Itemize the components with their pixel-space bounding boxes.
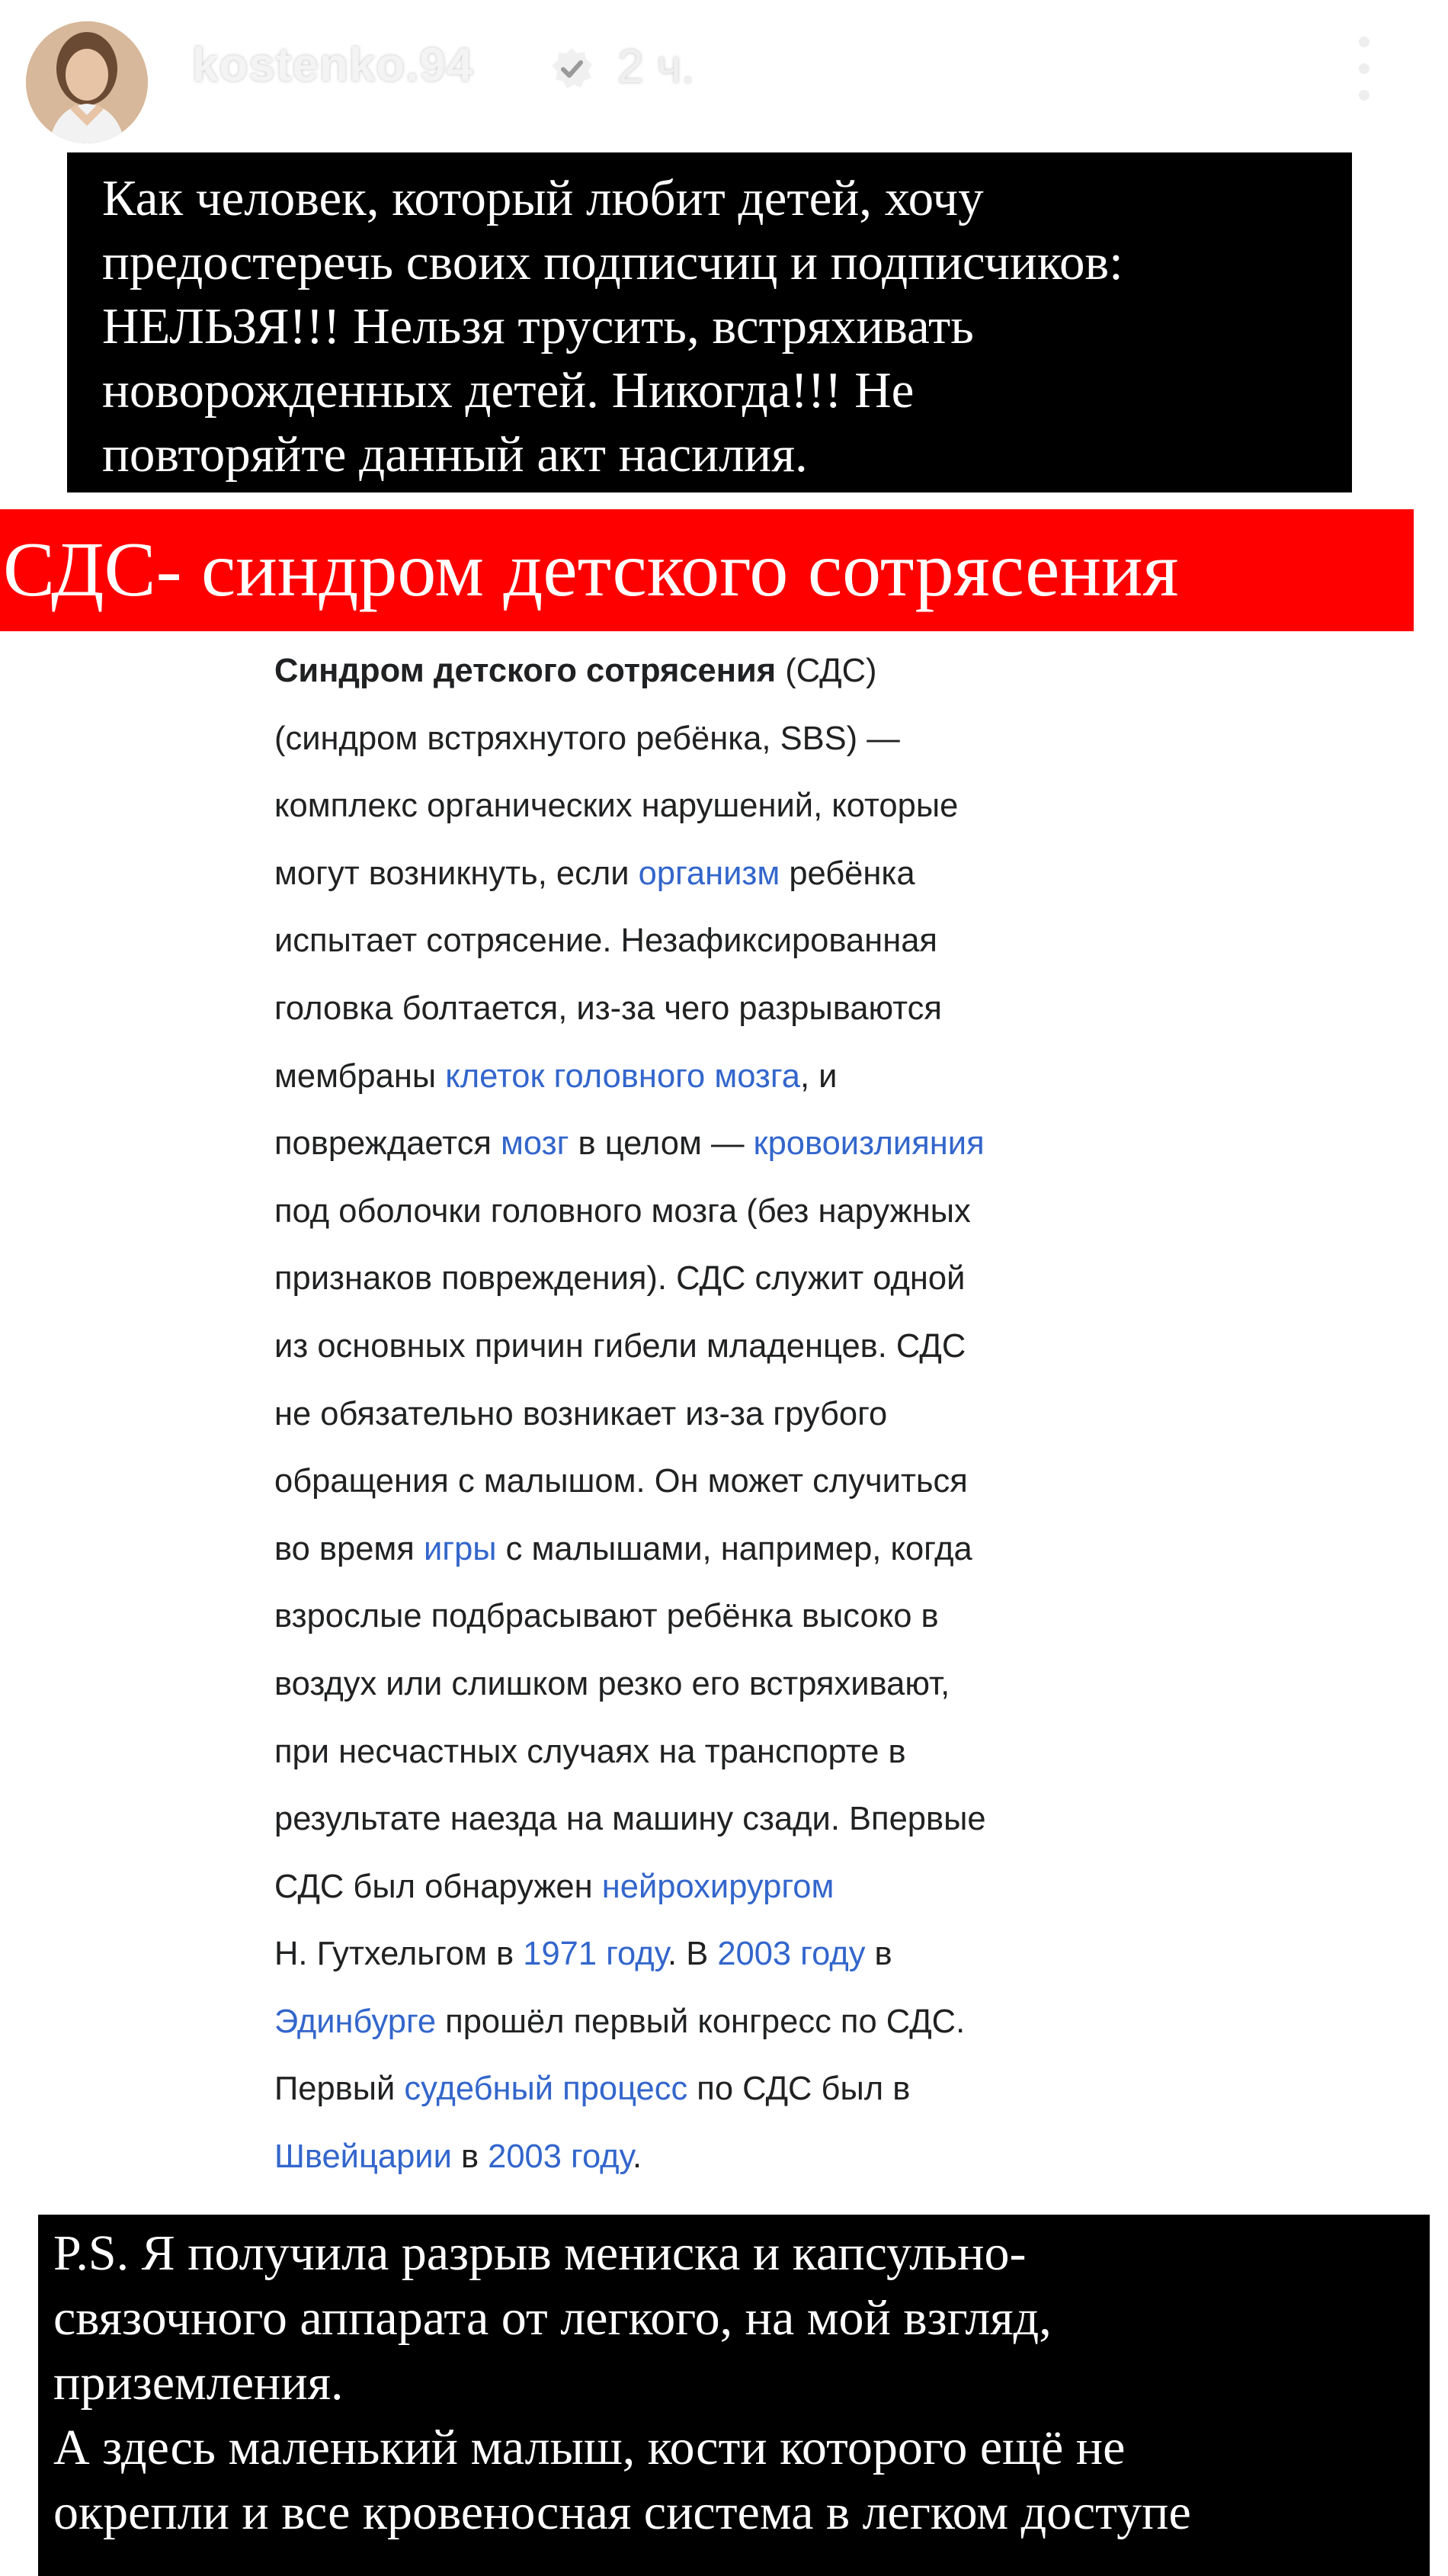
- article-line: [274, 2055, 1245, 2123]
- link-year-2003[interactable]: 2003 году: [488, 2138, 633, 2176]
- intro-line: Как человек, который любит детей, хочу: [102, 170, 984, 226]
- article-text: ребёнка: [780, 855, 915, 892]
- link-neurosurgeon[interactable]: нейрохирургом: [601, 1868, 835, 1905]
- more-options-icon[interactable]: [1345, 30, 1383, 107]
- ps-line: приземления.: [53, 2355, 344, 2411]
- article-line: под оболочки головного мозга (без наружных: [274, 1192, 971, 1230]
- article-line: [274, 1043, 1245, 1111]
- intro-line: предостеречь своих подписчиц и подписчиков:: [102, 234, 1123, 290]
- story-header: [0, 0, 1448, 145]
- intro-line: НЕЛЬЗЯ!!! Нельзя трусить, встряхивать: [102, 298, 974, 354]
- article-line: при несчастных случаях на транспорте в: [274, 1733, 906, 1770]
- article-line: испытает сотрясение. Незафиксированная: [274, 922, 937, 960]
- article-line: [274, 637, 1245, 705]
- ps-line: связочного аппарата от легкого, на мой взгляд,: [53, 2290, 1052, 2346]
- verified-badge-icon: [549, 46, 594, 91]
- link-court-case[interactable]: судебный процесс: [404, 2071, 688, 2108]
- article-text: . В: [668, 1936, 718, 1973]
- article-line: результате наезда на машину сзади. Впервые: [274, 1801, 986, 1838]
- article-text: с малышами, например, когда: [496, 1530, 972, 1567]
- article-text: , и: [799, 1057, 838, 1095]
- article-text: по СДС был в: [687, 2071, 911, 2108]
- article-text: во время: [274, 1530, 424, 1567]
- article-text: Первый: [274, 2071, 405, 2108]
- article-line: признаков повреждения). СДС служит одной: [274, 1260, 966, 1298]
- avatar[interactable]: [26, 21, 148, 143]
- article-line: [274, 1853, 1245, 1921]
- article-line: [274, 840, 1245, 908]
- article-term: Синдром детского сотрясения: [274, 653, 777, 689]
- link-year-2003[interactable]: 2003 году: [717, 1936, 866, 1973]
- article-text: мембраны: [274, 1057, 446, 1095]
- link-switzerland[interactable]: Швейцарии: [274, 2138, 452, 2176]
- article-line: не обязательно возникает из-за грубого: [274, 1395, 888, 1432]
- article-line: [274, 1110, 1245, 1178]
- article-text: (СДС): [776, 653, 877, 689]
- avatar-photo: [26, 21, 148, 143]
- ps-line: окрепли и все кровеносная система в легком доступе: [53, 2485, 1191, 2540]
- article-text: прошёл первый конгресс по СДС.: [436, 2003, 966, 2040]
- link-games[interactable]: игры: [423, 1530, 497, 1567]
- article-line: воздух или слишком резко его встряхивают,: [274, 1665, 950, 1702]
- more-options-dot: [1359, 37, 1370, 47]
- intro-line: повторяйте данный акт насилия.: [102, 426, 808, 483]
- article-text: могут возникнуть, если: [274, 855, 639, 892]
- article-line: головка болтается, из-за чего разрываются: [274, 990, 942, 1027]
- link-hemorrhage[interactable]: кровоизлияния: [753, 1125, 985, 1163]
- red-title-banner: СДС- синдром детского сотрясения: [0, 509, 1414, 631]
- intro-line: новорожденных детей. Никогда!!! Не: [102, 362, 915, 419]
- article-line: [274, 1988, 1245, 2056]
- article-text: в: [451, 2138, 489, 2176]
- article-text: в целом —: [569, 1125, 754, 1163]
- link-edinburgh[interactable]: Эдинбурге: [274, 2003, 437, 2040]
- link-organism[interactable]: организм: [638, 855, 780, 892]
- article-text: повреждается: [274, 1125, 501, 1163]
- article-line: комплекс органических нарушений, которые: [274, 788, 959, 825]
- article-line: [274, 2123, 1245, 2191]
- article-text: в: [865, 1936, 892, 1973]
- link-brain[interactable]: мозг: [501, 1125, 569, 1163]
- article-line: из основных причин гибели младенцев. СДС: [274, 1327, 966, 1365]
- article-text: СДС был обнаружен: [274, 1868, 602, 1905]
- article-line: взрослые подбрасывают ребёнка высоко в: [274, 1598, 939, 1635]
- username[interactable]: kostenko.94: [192, 39, 474, 91]
- link-year-1971[interactable]: 1971 году: [523, 1936, 668, 1973]
- article-text: .: [632, 2138, 642, 2176]
- intro-text-box: [67, 152, 1352, 492]
- wiki-article-excerpt: [232, 631, 1245, 2209]
- ps-line: А здесь маленький малыш, кости которого ещё не: [53, 2420, 1126, 2475]
- more-options-dot: [1359, 63, 1370, 74]
- article-line: (синдром встряхнутого ребёнка, SBS) —: [274, 720, 900, 757]
- ps-text-box: [38, 2215, 1430, 2576]
- article-line: [274, 1920, 1245, 1988]
- article-text: Н. Гутхельгом в: [274, 1936, 524, 1973]
- article-line: обращения с малышом. Он может случиться: [274, 1463, 968, 1500]
- link-brain-cells[interactable]: клеток головного мозга: [445, 1057, 800, 1095]
- article-line: [274, 1516, 1245, 1583]
- ps-line: P.S. Я получила разрыв мениска и капсульно-: [53, 2225, 1027, 2281]
- more-options-dot: [1359, 90, 1370, 101]
- post-time: 2 ч.: [617, 40, 695, 93]
